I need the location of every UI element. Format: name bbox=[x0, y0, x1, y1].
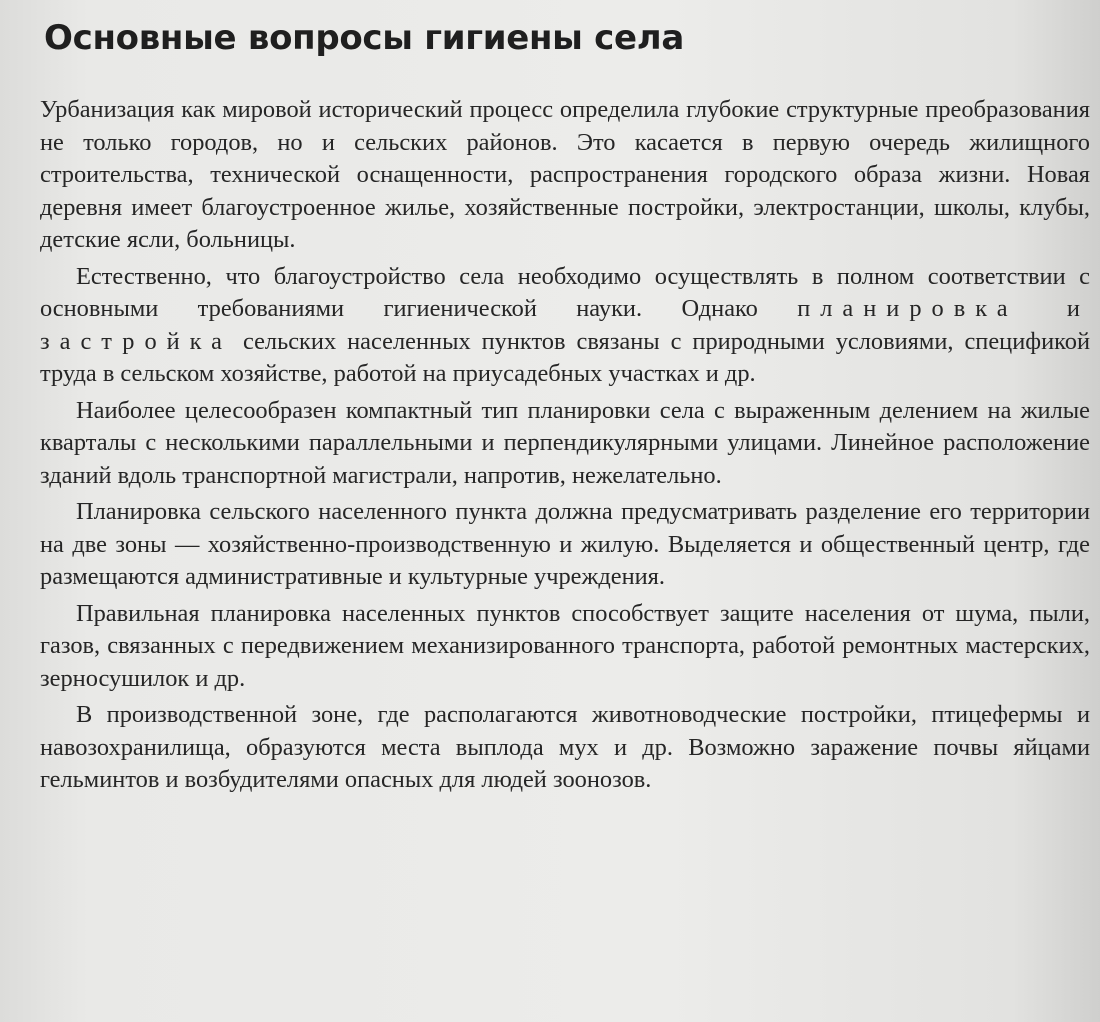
page-title: Основные вопросы гигиены села bbox=[44, 18, 685, 58]
paragraph-text-start: Естественно, что благоустройство села необходимо осуществлять в полном соответствии с основными требованиями гигиенической науки. Однако bbox=[40, 262, 1090, 322]
text-body bbox=[40, 94, 1090, 801]
paragraph-text-end: сельских населенных пунктов связаны с природными условиями, спецификой труда в сельском хозяйстве, работой на приусадебных участках и др. bbox=[40, 327, 1090, 387]
paragraph-planning-requirements bbox=[40, 261, 1090, 391]
spaced-emphasis-term: планировка и застройка bbox=[40, 295, 1090, 355]
paragraph-compact-layout: Наиболее целесообразен компактный тип планировки села с выраженным делением на жилые кварталы с несколькими параллельными и перпендикулярными улицами. Линейное расположение зданий вдоль транспортной магистрали, напротив, нежелательно. bbox=[40, 396, 1090, 489]
paragraph-protection: Правильная планировка населенных пунктов способствует защите населения от шума, пыли, газов, связанных с передвижением механизированного транспорта, работой ремонтных мастерских, зерносушилок и др. bbox=[40, 599, 1090, 692]
paragraph-urbanization: Урбанизация как мировой исторический процесс определила глубокие структурные преобразования не только городов, но и сельских районов. Это касается в первую очередь жилищного строительства, технической оснащенности, распространения городского образа жизни. Новая деревня имеет благоустроенное жилье, хозяйственные постройки, электростанции, школы, клубы, детские ясли, больницы. bbox=[40, 96, 1090, 253]
paragraph-production-zone: В производственной зоне, где располагаются животноводческие постройки, птицефермы и навозохранилища, образуются места выплода мух и др. Возможно заражение почвы яйцами гельминтов и возбудителями опасных для людей зоонозов. bbox=[40, 701, 1090, 793]
paragraph-zones: Планировка сельского населенного пункта должна предусматривать разделение его территории на две зоны — хозяйственно-производственную и жилую. Выделяется и общественный центр, где размещаются административные и культурные учреждения. bbox=[40, 498, 1090, 590]
